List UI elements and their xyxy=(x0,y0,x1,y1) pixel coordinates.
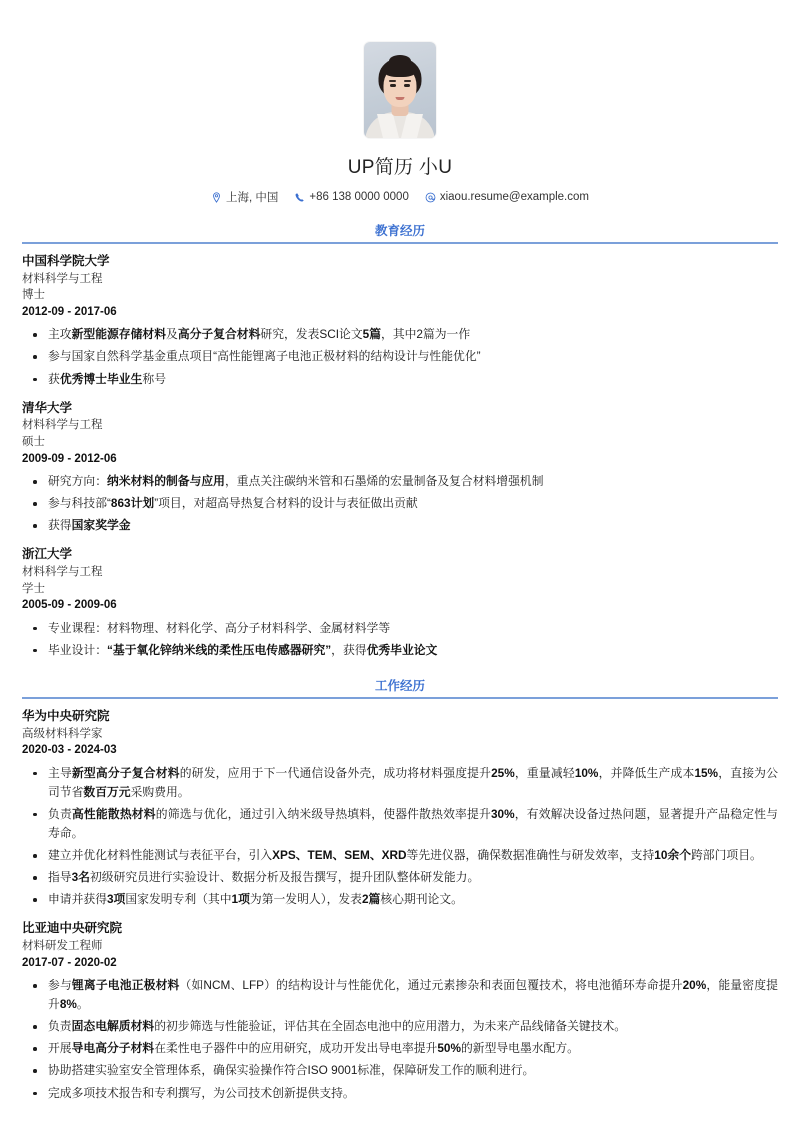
entry-organization: 比亚迪中央研究院 xyxy=(22,921,123,936)
bullet-item: 毕业设计：“基于氧化锌纳米线的柔性压电传感器研究”，获得优秀毕业论文 xyxy=(22,641,778,660)
candidate-name: UP简历 小U xyxy=(347,157,453,178)
contact-email xyxy=(425,191,589,203)
entry-subtitle: 高级材料科学家 xyxy=(22,727,103,740)
avatar-eye-right xyxy=(404,84,410,87)
entry-date-range: 2005-09 - 2009-06 xyxy=(22,599,117,612)
contact-location xyxy=(211,189,278,205)
section-title: 教育经历 xyxy=(374,224,425,238)
resume-entry xyxy=(22,708,778,909)
entry-date-range: 2012-09 - 2017-06 xyxy=(22,306,117,319)
bullet-item: 获得国家奖学金 xyxy=(22,516,778,535)
entry-date-range: 2009-09 - 2012-06 xyxy=(22,452,117,465)
resume-section xyxy=(22,676,778,1103)
entry-degree: 硕士 xyxy=(22,436,45,449)
entry-subtitle: 材料研发工程师 xyxy=(22,940,103,953)
bullet-item: 建立并优化材料性能测试与表征平台，引入XPS、TEM、SEM、XRD等先进仪器，确保数据准确性与研发效率，支持10余个跨部门项目。 xyxy=(22,846,778,865)
avatar-eyebrow-right xyxy=(404,80,411,82)
contact-phone-text: +86 138 0000 0000 xyxy=(309,191,409,203)
entry-date-range: 2020-03 - 2024-03 xyxy=(22,744,117,757)
entry-bullet-list xyxy=(22,764,778,910)
entry-degree: 学士 xyxy=(22,582,45,595)
bullet-item: 开展导电高分子材料在柔性电子器件中的应用研究，成功开发出导电率提升50%的新型导电墨水配方。 xyxy=(22,1039,778,1058)
contact-phone xyxy=(294,191,408,203)
contact-location-text: 上海, 中国 xyxy=(226,192,279,204)
entry-organization: 清华大学 xyxy=(22,400,73,415)
entry-organization: 华为中央研究院 xyxy=(22,708,110,723)
entry-organization: 中国科学院大学 xyxy=(22,254,110,268)
location-pin-icon xyxy=(211,192,222,203)
bullet-item: 获优秀博士毕业生称号 xyxy=(22,370,778,389)
bullet-item: 研究方向：纳米材料的制备与应用，重点关注碳纳米管和石墨烯的宏量制备及复合材料增强机制 xyxy=(22,472,778,491)
bullet-item: 完成多项技术报告和专利撰写，为公司技术创新提供支持。 xyxy=(22,1084,778,1103)
entry-bullet-list xyxy=(22,472,778,535)
resume-entry xyxy=(22,546,778,660)
resume-sections xyxy=(22,221,778,1103)
bullet-item: 主导新型高分子复合材料的研发，应用于下一代通信设备外壳，成功将材料强度提升25%，重量减轻10%，并降低生产成本15%，直接为公司节省数百万元采购费用。 xyxy=(22,764,778,802)
resume-entry xyxy=(22,253,778,389)
bullet-item: 申请并获得3项国家发明专利（其中1项为第一发明人），发表2篇核心期刊论文。 xyxy=(22,890,778,909)
avatar-hair-fringe xyxy=(383,61,417,77)
entry-subtitle: 材料科学与工程 xyxy=(22,566,103,579)
bullet-item: 参与科技部“863计划”项目，对超高导热复合材料的设计与表征做出贡献 xyxy=(22,494,778,513)
phone-icon xyxy=(294,192,305,203)
entry-bullet-list xyxy=(22,976,778,1103)
bullet-item: 协助搭建实验室安全管理体系，确保实验操作符合ISO 9001标准，保障研发工作的顺利进行。 xyxy=(22,1061,778,1080)
entry-degree: 博士 xyxy=(22,289,45,302)
entry-subtitle: 材料科学与工程 xyxy=(22,419,103,432)
contact-email-text: xiaou.resume@example.com xyxy=(439,191,589,203)
avatar-eyebrow-left xyxy=(389,80,396,82)
resume-header xyxy=(22,0,778,205)
entry-bullet-list xyxy=(22,619,778,660)
resume-entry xyxy=(22,920,778,1102)
contact-bar xyxy=(22,189,778,205)
entry-date-range: 2017-07 - 2020-02 xyxy=(22,956,117,969)
avatar-eye-left xyxy=(390,84,396,87)
bullet-item: 负责高性能散热材料的筛选与优化，通过引入纳米级导热填料，使器件散热效率提升30%，有效解决设备过热问题，显著提升产品稳定性与寿命。 xyxy=(22,805,778,843)
email-icon xyxy=(425,192,436,203)
resume-section xyxy=(22,221,778,660)
bullet-item: 指导3名初级研究员进行实验设计、数据分析及报告撰写，提升团队整体研发能力。 xyxy=(22,868,778,887)
section-divider xyxy=(22,242,778,244)
entry-organization: 浙江大学 xyxy=(22,547,73,562)
section-title: 工作经历 xyxy=(374,678,425,693)
section-divider xyxy=(22,697,778,699)
bullet-item: 专业课程：材料物理、材料化学、高分子材料科学、金属材料学等 xyxy=(22,619,778,638)
resume-entry xyxy=(22,400,778,536)
entry-subtitle: 材料科学与工程 xyxy=(22,272,103,285)
bullet-item: 负责固态电解质材料的初步筛选与性能验证，评估其在全固态电池中的应用潜力，为未来产品线储备关键技术。 xyxy=(22,1017,778,1036)
bullet-item: 参与国家自然科学基金重点项目“高性能锂离子电池正极材料的结构设计与性能优化” xyxy=(22,347,778,366)
bullet-item: 参与锂离子电池正极材料（如NCM、LFP）的结构设计与性能优化，通过元素掺杂和表面包覆技术，将电池循环寿命提升20%，能量密度提升8%。 xyxy=(22,976,778,1014)
bullet-item: 主攻新型能源存储材料及高分子复合材料研究，发表SCI论文5篇，其中2篇为一作 xyxy=(22,325,778,344)
entry-bullet-list xyxy=(22,325,778,388)
avatar xyxy=(364,42,436,138)
